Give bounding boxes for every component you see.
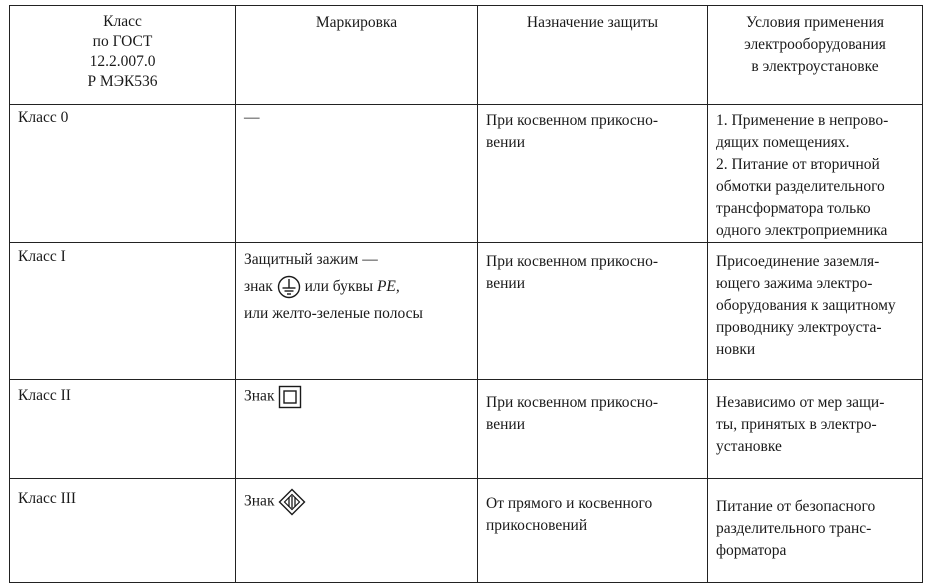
marking-cell (236, 380, 478, 479)
class-cell (10, 380, 236, 479)
header-marking-text: Маркировка (315, 14, 398, 31)
purpose-text: При косвенном прикосно- вении (486, 112, 659, 151)
marking-text: — (244, 109, 260, 126)
conditions-cell (708, 380, 923, 479)
marking-sign-word: знак (244, 278, 273, 295)
purpose-cell (478, 243, 708, 380)
conditions-text: 1. Применение в непрово- дящих помещениях. 2. Питание от вторичной обмотки разделительного трансформатора только одного электроприемника (716, 112, 889, 239)
class-label: Класс II (18, 387, 71, 404)
header-class (10, 6, 236, 105)
purpose-text: При косвенном прикосно- вении (486, 394, 659, 433)
header-row (10, 6, 923, 105)
conditions-text: Питание от безопасного разделительного транс- форматора (716, 498, 876, 559)
marking-line (244, 273, 469, 300)
marking-or-letters: или буквы (304, 278, 374, 295)
class-cell (10, 479, 236, 583)
conditions-cell (708, 243, 923, 380)
class-cell (10, 105, 236, 243)
table-row (10, 243, 923, 380)
purpose-cell (478, 479, 708, 583)
class-label: Класс I (18, 248, 66, 265)
purpose-cell (478, 105, 708, 243)
ground-symbol-icon (277, 275, 301, 299)
protection-class-table (9, 5, 923, 583)
marking-line: или желто-зеленые полосы (244, 305, 423, 322)
class-cell (10, 243, 236, 380)
header-purpose-text: Назначение защиты (526, 14, 659, 31)
purpose-cell (478, 380, 708, 479)
header-conditions-text: Условия применения электрооборудования в электроустановке (744, 14, 886, 75)
header-conditions (708, 6, 923, 105)
table-row (10, 380, 923, 479)
table-row (10, 105, 923, 243)
conditions-text: Присоединение заземля- ющего зажима электро- оборудования к защитному проводнику электроуста- новки (716, 253, 896, 358)
marking-cell (236, 479, 478, 583)
class-label: Класс 0 (18, 109, 69, 126)
header-class-text: Класс по ГОСТ 12.2.007.0 Р МЭК536 (87, 13, 158, 90)
conditions-text: Независимо от мер защи- ты, принятых в электро- установке (716, 394, 885, 455)
conditions-cell (708, 105, 923, 243)
class-iii-diamond-icon (278, 488, 306, 516)
marking-cell (236, 243, 478, 380)
class-label: Класс III (18, 490, 77, 507)
purpose-text: При косвенном прикосно- вении (486, 253, 659, 292)
double-insulation-icon (278, 385, 302, 409)
purpose-text: От прямого и косвенного прикосновений (486, 495, 653, 534)
header-purpose (478, 6, 708, 105)
marking-sign-word: Знак (244, 387, 275, 405)
marking-sign-word: Знак (244, 492, 275, 510)
header-marking (236, 6, 478, 105)
conditions-cell (708, 479, 923, 583)
table-row (10, 479, 923, 583)
marking-cell (236, 105, 478, 243)
marking-pe: PE, (376, 278, 400, 295)
marking-line: Защитный зажим — (244, 251, 378, 268)
